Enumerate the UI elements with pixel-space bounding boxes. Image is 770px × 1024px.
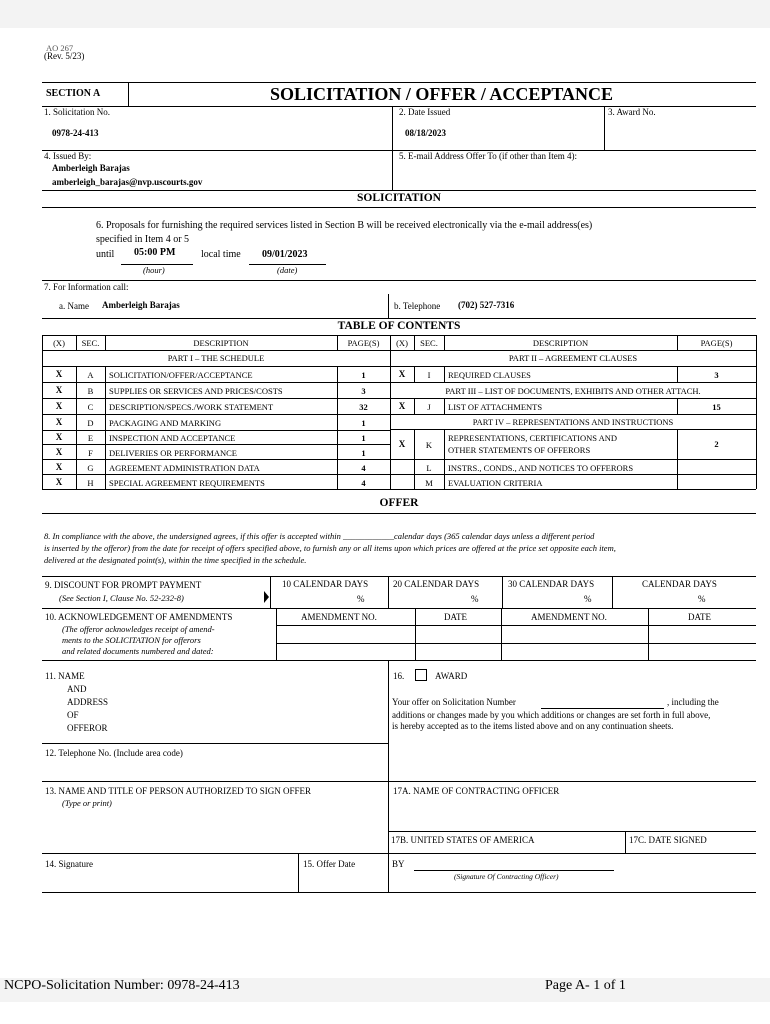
toc-row-j-desc: LIST OF ATTACHMENTS (448, 402, 543, 412)
ack-label: 10. ACKNOWLEDGEMENT OF AMENDMENTS (45, 612, 233, 622)
toc-col-x: (X) (53, 338, 65, 348)
toc-row-c-x: X (55, 401, 63, 411)
toc-row-i-desc: REQUIRED CLAUSES (448, 370, 531, 380)
discount-10-pct: % (357, 594, 365, 604)
toc-row-k-sec: K (425, 440, 433, 450)
award-checkbox[interactable] (415, 669, 427, 681)
award-item-label: 16. (393, 671, 405, 681)
toc-col-sec: SEC. (81, 338, 100, 348)
offer-paragraph-2: is inserted by the offeror) from the date for receipt of offers specified above, to furnish any or all items upon which prices are offered at the price set opposite each item, (44, 543, 616, 553)
toc-row-g-pages: 4 (361, 463, 366, 473)
toc-row-j-pages: 15 (712, 402, 721, 412)
toc-row-m-sec: M (425, 478, 433, 488)
deadline-date: 09/01/2023 (262, 249, 308, 260)
discount-arrow-icon (264, 591, 269, 603)
toc-row-b-sec: B (87, 386, 94, 396)
toc-row-f-x: X (55, 447, 63, 457)
toc-col-desc: DESCRIPTION (193, 338, 249, 348)
info-tel-value: (702) 527-7316 (458, 300, 515, 310)
toc-row-k-pages: 2 (714, 439, 719, 449)
toc-row-h-sec: H (87, 478, 94, 488)
info-name-label: a. Name (59, 301, 89, 311)
discount-10-days: 10 CALENDAR DAYS (282, 579, 369, 589)
usa-label: 17B. UNITED STATES OF AMERICA (391, 835, 535, 845)
proposal-text-1: 6. Proposals for furnishing the required services listed in Section B will be received electronically via the e-mail address(es) (96, 220, 593, 231)
toc-row-h-x: X (55, 477, 63, 487)
toc-row-k-desc-2: OTHER STATEMENTS OF OFFERORS (448, 445, 591, 455)
offer-paragraph-1: 8. In compliance with the above, the undersigned agrees, if this offer is accepted within ____________calendar days (365 calendar days unless a different period (44, 531, 595, 541)
award-text-2: additions or changes made by you which additions or changes are set forth in full above, (392, 710, 711, 720)
toc-row-c-pages: 32 (359, 402, 368, 412)
issued-by-email: amberleigh_barajas@nvp.uscourts.gov (52, 177, 203, 187)
solicitation-no-label: 1. Solicitation No. (44, 107, 110, 117)
discount-20-pct: % (471, 594, 479, 604)
amendment-no-header-2: AMENDMENT NO. (531, 612, 607, 622)
proposal-text-2: specified in Item 4 or 5 (96, 234, 190, 245)
toc-row-k-desc-1: REPRESENTATIONS, CERTIFICATIONS AND (448, 433, 618, 443)
toc-part-4: PART IV – REPRESENTATIONS AND INSTRUCTIONS (472, 417, 674, 427)
contracting-officer-label: 17A. NAME OF CONTRACTING OFFICER (393, 786, 560, 796)
toc-row-g-desc: AGREEMENT ADMINISTRATION DATA (109, 463, 260, 473)
toc-row-f-desc: DELIVERIES OR PERFORMANCE (109, 448, 237, 458)
issued-by-name: Amberleigh Barajas (52, 163, 130, 173)
toc-col-pages: PAGE(S) (347, 338, 380, 348)
toc-row-h-desc: SPECIAL AGREEMENT REQUIREMENTS (109, 478, 265, 488)
discount-30-pct: % (584, 594, 592, 604)
form-id: AO 267 (46, 43, 74, 53)
amendment-date-header-1: DATE (444, 612, 467, 622)
toc-col-x-right: (X) (396, 338, 408, 348)
toc-row-b-pages: 3 (361, 386, 366, 396)
offer-date-label: 15. Offer Date (303, 859, 356, 869)
toc-row-a-x: X (55, 369, 63, 379)
toc-row-l-sec: L (426, 463, 432, 473)
toc-part-2: PART II – AGREEMENT CLAUSES (508, 353, 638, 363)
amendment-date-header-2: DATE (688, 612, 711, 622)
toc-part-3: PART III – LIST OF DOCUMENTS, EXHIBITS AND OTHER ATTACH. (445, 386, 701, 396)
page-title: SOLICITATION / OFFER / ACCEPTANCE (270, 84, 614, 104)
discount-sub: (See Section I, Clause No. 52-232-8) (59, 593, 184, 603)
ack-text-3: and related documents numbered and dated: (62, 646, 214, 656)
toc-row-m-desc: EVALUATION CRITERIA (448, 478, 543, 488)
award-text-3: is hereby accepted as to the items listed above and on any continuation sheets. (392, 721, 674, 731)
toc-row-e-sec: E (87, 433, 94, 443)
toc-row-a-sec: A (87, 370, 94, 380)
toc-row-b-desc: SUPPLIES OR SERVICES AND PRICES/COSTS (109, 386, 283, 396)
toc-row-d-x: X (55, 417, 63, 427)
toc-row-i-pages: 3 (714, 370, 719, 380)
section-label: SECTION A (46, 88, 101, 99)
toc-row-d-pages: 1 (361, 418, 366, 428)
date-caption: (date) (277, 265, 298, 275)
toc-row-c-sec: C (87, 402, 94, 412)
toc-row-a-desc: SOLICITATION/OFFER/ACCEPTANCE (109, 370, 253, 380)
toc-col-desc-right: DESCRIPTION (532, 338, 589, 348)
deadline-time: 05:00 PM (134, 247, 176, 258)
amendment-no-header-1: AMENDMENT NO. (301, 612, 377, 622)
offeror-telephone-label: 12. Telephone No. (Include area code) (45, 748, 183, 758)
info-tel-label: b. Telephone (394, 301, 441, 311)
revision-label: (Rev. 5/23) (44, 51, 85, 61)
toc-row-j-sec: J (427, 402, 431, 412)
toc-row-h-pages: 4 (361, 478, 366, 488)
toc-heading: TABLE OF CONTENTS (337, 320, 461, 332)
toc-row-g-x: X (55, 462, 63, 472)
toc-row-a-pages: 1 (361, 370, 366, 380)
signer-name-label: 13. NAME AND TITLE OF PERSON AUTHORIZED TO SIGN OFFER (45, 786, 312, 796)
toc-row-j-x: X (398, 401, 406, 411)
solicitation-no-value: 0978-24-413 (52, 128, 99, 138)
top-margin-band (0, 0, 770, 28)
footer-page-number: Page A- 1 of 1 (545, 978, 626, 993)
hour-caption: (hour) (143, 265, 165, 275)
toc-col-sec-right: SEC. (420, 338, 438, 348)
toc-row-k-x: X (398, 439, 406, 449)
info-name-value: Amberleigh Barajas (102, 300, 180, 310)
by-label: BY (392, 859, 405, 869)
offer-paragraph-3: delivered at the designated point(s), within the time specified in the schedule. (44, 555, 307, 565)
date-issued-label: 2. Date Issued (399, 107, 451, 117)
toc-row-e-desc: INSPECTION AND ACCEPTANCE (109, 433, 236, 443)
offer-heading: OFFER (379, 497, 419, 509)
toc-col-pages-right: PAGE(S) (700, 338, 733, 348)
offeror-and-label: AND (67, 684, 87, 694)
discount-cal-pct: % (698, 594, 706, 604)
solicitation-heading: SOLICITATION (357, 192, 441, 204)
offeror-name-label: 11. NAME (45, 671, 85, 681)
toc-row-b-x: X (55, 385, 63, 395)
toc-row-e-pages: 1 (361, 433, 366, 443)
toc-row-i-x: X (398, 369, 406, 379)
discount-label: 9. DISCOUNT FOR PROMPT PAYMENT (45, 580, 202, 590)
date-issued-value: 08/18/2023 (405, 128, 447, 138)
co-signature-caption: (Signature Of Contracting Officer) (454, 872, 559, 881)
ack-text-1: (The offeror acknowledges receipt of amend- (62, 624, 215, 634)
offeror-address-label: ADDRESS (67, 697, 109, 707)
info-call-label: 7. For Information call: (44, 282, 129, 292)
toc-row-g-sec: G (87, 463, 94, 473)
discount-30-days: 30 CALENDAR DAYS (508, 579, 595, 589)
award-text-1: Your offer on Solicitation Number (392, 697, 516, 707)
date-signed-label: 17C. DATE SIGNED (629, 835, 707, 845)
signer-name-sub: (Type or print) (62, 798, 112, 808)
email-offer-label: 5. E-mail Address Offer To (if other than Item 4): (399, 151, 577, 161)
discount-cal-days: CALENDAR DAYS (642, 579, 717, 589)
discount-20-days: 20 CALENDAR DAYS (393, 579, 480, 589)
offeror-of-label: OF (67, 710, 79, 720)
ack-text-2: ments to the SOLICITATION for offerors (62, 635, 201, 645)
toc-row-c-desc: DESCRIPTION/SPECS./WORK STATEMENT (109, 402, 274, 412)
footer-solicitation-number: NCPO-Solicitation Number: 0978-24-413 (4, 978, 240, 993)
toc-row-d-sec: D (87, 418, 94, 428)
toc-row-i-sec: I (427, 370, 431, 380)
toc-part-1: PART I – THE SCHEDULE (167, 353, 265, 363)
signature-label: 14. Signature (45, 859, 93, 869)
issued-by-label: 4. Issued By: (44, 151, 92, 161)
offeror-label: OFFEROR (67, 723, 108, 733)
toc-row-f-sec: F (88, 448, 93, 458)
toc-row-l-desc: INSTRS., CONDS., AND NOTICES TO OFFERORS (448, 463, 634, 473)
local-time-label: local time (201, 249, 241, 260)
toc-row-d-desc: PACKAGING AND MARKING (109, 418, 222, 428)
toc-row-f-pages: 1 (361, 448, 366, 458)
toc-row-e-x: X (55, 432, 63, 442)
award-no-label: 3. Award No. (608, 107, 656, 117)
award-text-1b: , including the (667, 697, 719, 707)
until-label: until (96, 249, 115, 260)
award-label: AWARD (435, 671, 468, 681)
